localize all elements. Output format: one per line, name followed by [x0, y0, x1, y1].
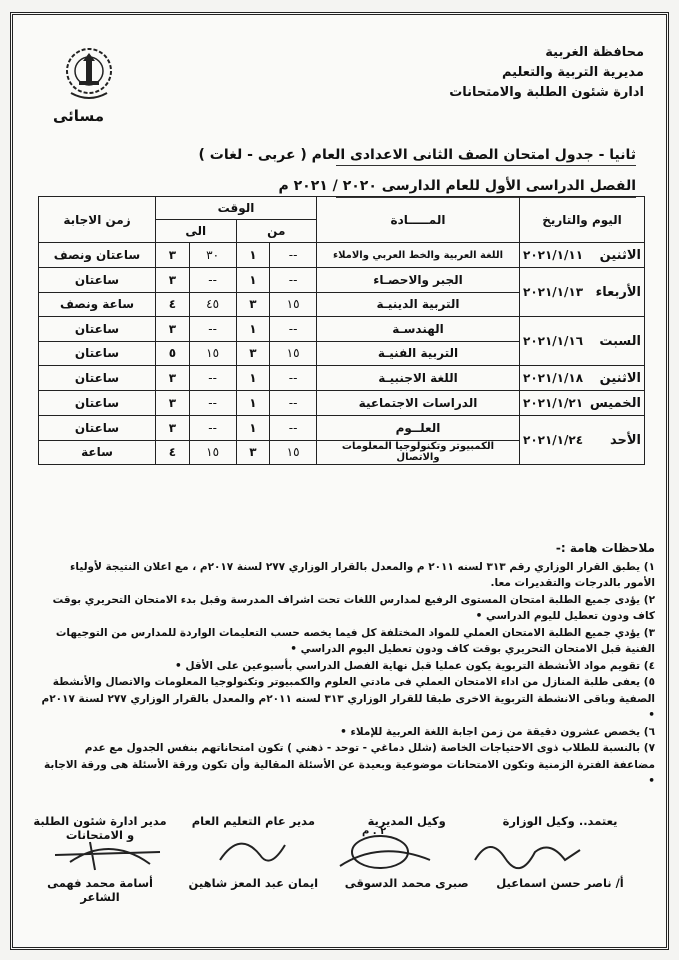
day-name: الخميس	[589, 395, 641, 411]
header-duration: زمن الاجابة	[39, 197, 156, 243]
subject-cell: الدراسات الاجتماعية	[317, 391, 520, 416]
day-name: الأحد	[609, 432, 641, 448]
header-line: محافظة الغربية	[545, 45, 644, 60]
exam-date: ٢٠٢١/١/٢١	[523, 396, 584, 410]
duration-cell: ساعة	[39, 440, 156, 465]
from-minutes-cell: --	[270, 268, 317, 293]
notes-heading: ملاحظات هامة :-	[555, 541, 655, 555]
note-item: ١) يطبق القرار الوزاري رقم ٣١٣ لسنه ٢٠١١ م والمعدل بالقرار الوزاري ٢٧٧ لسنة ٢٠١٧م ، مع اعلان النتيجة لأولياء الأمور بالدرجات والتقديرات معا.	[70, 560, 655, 589]
schedule-row	[39, 366, 645, 391]
from-hour-cell: ١	[236, 366, 270, 391]
schedule-row	[39, 243, 645, 268]
signature-scribble	[470, 830, 590, 875]
issuer-header	[449, 43, 644, 103]
notes-section	[40, 540, 655, 790]
signature-title: مدير ادارة شئون الطلبة و الامتحانات	[33, 814, 167, 842]
day-name: الاثنين	[599, 370, 641, 386]
duration-cell: ساعتان	[39, 268, 156, 293]
subject-cell: الجبر والاحصـاء	[317, 268, 520, 293]
note-item: ٥) يعفى طلبة المنازل من اداء الامتحان العملي فى مادتي العلوم والكمبيوتر وتكنولوجيا المعلومات والاتصال والأنشطة الصفية وباقى الانشطة التربوية الاخرى طبقا للقرار الوزاري ٣١٣ لسنه ٢٠١١م والمعدل بالقرار الوزاري ٢٧٧ لسنة ٢٠١٧م •	[41, 676, 655, 721]
document-page	[10, 12, 669, 950]
note-item: ٣) يؤدي جميع الطلبة الامتحان العملي للمواد المختلفة كل فيما يخصه حسب التعليمات الواردة للمدارس من التوجيهات الفنية قبل الامتحان التحريري بوقت كاف ودون تعطيل اليوم الدراسي •	[55, 626, 655, 655]
schedule-row	[39, 416, 645, 441]
from-hour-cell: ٣	[236, 292, 270, 317]
shift-label: مسائى	[53, 107, 104, 125]
subject-cell: اللغة الاجنبيـة	[317, 366, 520, 391]
note-item: ٧) بالنسبة للطلاب ذوى الاحتياجات الخاصة (شلل دماغي - توحد - ذهني ) تكون امتحاناتهم بنفس الجدول مع عدم مضاعفة الفترة الزمنية وتكون الامتحانات موضوعية وبعيدة عن الأسئلة المقالية وأن تكون ورقة الأسئلة هى ورقة الاجابة •	[44, 742, 655, 787]
to-minutes-cell: ١٥	[189, 440, 236, 465]
schedule-title: ثانيا - جدول امتحان الصف الثانى الاعدادى العام ( عربى - لغات )	[198, 147, 636, 163]
from-minutes-cell: ١٥	[270, 341, 317, 366]
exam-date: ٢٠٢١/١/١١	[523, 248, 584, 262]
to-minutes-cell: --	[189, 366, 236, 391]
to-hour-cell: ٣	[156, 391, 190, 416]
from-minutes-cell: ١٥	[270, 292, 317, 317]
day-date-cell	[520, 268, 645, 317]
signature-scribble	[200, 830, 300, 875]
signatory-name: ايمان عبد المعز شاهين	[188, 876, 319, 890]
schedule-row	[39, 317, 645, 342]
day-date-cell	[520, 391, 645, 416]
note-item: ٦) يخصص عشرون دقيقة من زمن اجابة اللغة العربية للإملاء •	[340, 725, 655, 738]
from-minutes-cell: --	[270, 243, 317, 268]
exam-date: ٢٠٢١/١/١٨	[523, 371, 584, 385]
signatory-name: أسامة محمد فهمى الشاعر	[47, 876, 153, 904]
from-hour-cell: ١	[236, 268, 270, 293]
from-hour-cell: ١	[236, 317, 270, 342]
subject-cell: العلــوم	[317, 416, 520, 441]
signature-names	[30, 876, 630, 904]
from-hour-cell: ١	[236, 416, 270, 441]
to-minutes-cell: --	[189, 391, 236, 416]
to-hour-cell: ٣	[156, 317, 190, 342]
from-hour-cell: ١	[236, 391, 270, 416]
schedule-row	[39, 268, 645, 293]
day-name: الاثنين	[599, 247, 641, 263]
to-hour-cell: ٣	[156, 268, 190, 293]
from-hour-cell: ٣	[236, 440, 270, 465]
from-minutes-cell: --	[270, 416, 317, 441]
header-subject: المـــــادة	[317, 197, 520, 243]
signature-title: وكيل المديرية	[367, 814, 446, 828]
schedule-body	[39, 243, 645, 465]
header-line: ادارة شئون الطلبة والامتحانات	[449, 85, 644, 100]
day-date-cell	[520, 243, 645, 268]
exam-date: ٢٠٢١/١/١٦	[523, 334, 584, 348]
duration-cell: ساعتان	[39, 366, 156, 391]
subject-cell: الهندسـة	[317, 317, 520, 342]
signature-mark: ٢ . م	[362, 826, 387, 837]
to-hour-cell: ٣	[156, 243, 190, 268]
header-time: الوقت	[156, 197, 317, 220]
header-to: الى	[156, 220, 237, 243]
to-hour-cell: ٣	[156, 416, 190, 441]
to-minutes-cell: ٣٠	[189, 243, 236, 268]
subject-cell: التربية الدينيـة	[317, 292, 520, 317]
subject-cell: اللغة العربية والخط العربي والاملاء	[317, 243, 520, 268]
signatory-name: أ/ ناصر حسن اسماعيل	[496, 876, 624, 890]
to-hour-cell: ٣	[156, 366, 190, 391]
schedule-subtitle: الفصل الدراسى الأول للعام الدارسى ٢٠٢٠ / ٢٠٢١ م	[278, 178, 636, 194]
duration-cell: ساعتان ونصف	[39, 243, 156, 268]
duration-cell: ساعتان	[39, 341, 156, 366]
signatory-name: صبرى محمد الدسوقى	[344, 876, 469, 890]
from-minutes-cell: --	[270, 317, 317, 342]
to-minutes-cell: --	[189, 317, 236, 342]
to-hour-cell: ٤	[156, 292, 190, 317]
exam-date: ٢٠٢١/١/٢٤	[523, 433, 584, 447]
ministry-logo-icon	[63, 45, 115, 103]
to-minutes-cell: ١٥	[189, 341, 236, 366]
signature-scribble	[50, 830, 170, 875]
from-minutes-cell: --	[270, 391, 317, 416]
signature-title: مدير عام التعليم العام	[191, 814, 315, 828]
from-minutes-cell: ١٥	[270, 440, 317, 465]
to-hour-cell: ٥	[156, 341, 190, 366]
to-minutes-cell: --	[189, 416, 236, 441]
schedule-row	[39, 391, 645, 416]
exam-schedule-table	[38, 196, 645, 465]
day-name: الأربعاء	[595, 284, 641, 300]
exam-date: ٢٠٢١/١/١٣	[523, 285, 584, 299]
note-item: ٢) يؤدى جميع الطلبة امتحان المستوى الرفيع لمدارس اللغات تحت اشراف المدرسة وقبل بدء الامتحان التحريري بوقت كاف ودون تعطيل لليوم الدراسي •	[52, 593, 655, 622]
duration-cell: ساعتان	[39, 416, 156, 441]
day-date-cell	[520, 317, 645, 366]
from-minutes-cell: --	[270, 366, 317, 391]
to-hour-cell: ٤	[156, 440, 190, 465]
day-name: السبت	[599, 333, 641, 349]
signature-title: يعتمد.. وكيل الوزارة	[502, 814, 618, 828]
subject-cell: الكمبيوتر وتكنولوجيا المعلومات والاتصال	[317, 440, 520, 465]
duration-cell: ساعتان	[39, 391, 156, 416]
from-hour-cell: ١	[236, 243, 270, 268]
subject-cell: التربية الفنيـة	[317, 341, 520, 366]
day-date-cell	[520, 366, 645, 391]
header-from: من	[236, 220, 316, 243]
day-date-cell	[520, 416, 645, 465]
title-underline	[336, 165, 636, 166]
header-line: مديرية التربية والتعليم	[501, 65, 644, 80]
duration-cell: ساعة ونصف	[39, 292, 156, 317]
duration-cell: ساعتان	[39, 317, 156, 342]
header-day-date: اليوم والتاريخ	[520, 197, 645, 243]
note-item: ٤) تقويم مواد الأنشطة التربوية يكون عمليا قبل نهاية الفصل الدراسي بأسبوعين على الأقل •	[174, 659, 655, 672]
from-hour-cell: ٣	[236, 341, 270, 366]
to-minutes-cell: ٤٥	[189, 292, 236, 317]
to-minutes-cell: --	[189, 268, 236, 293]
